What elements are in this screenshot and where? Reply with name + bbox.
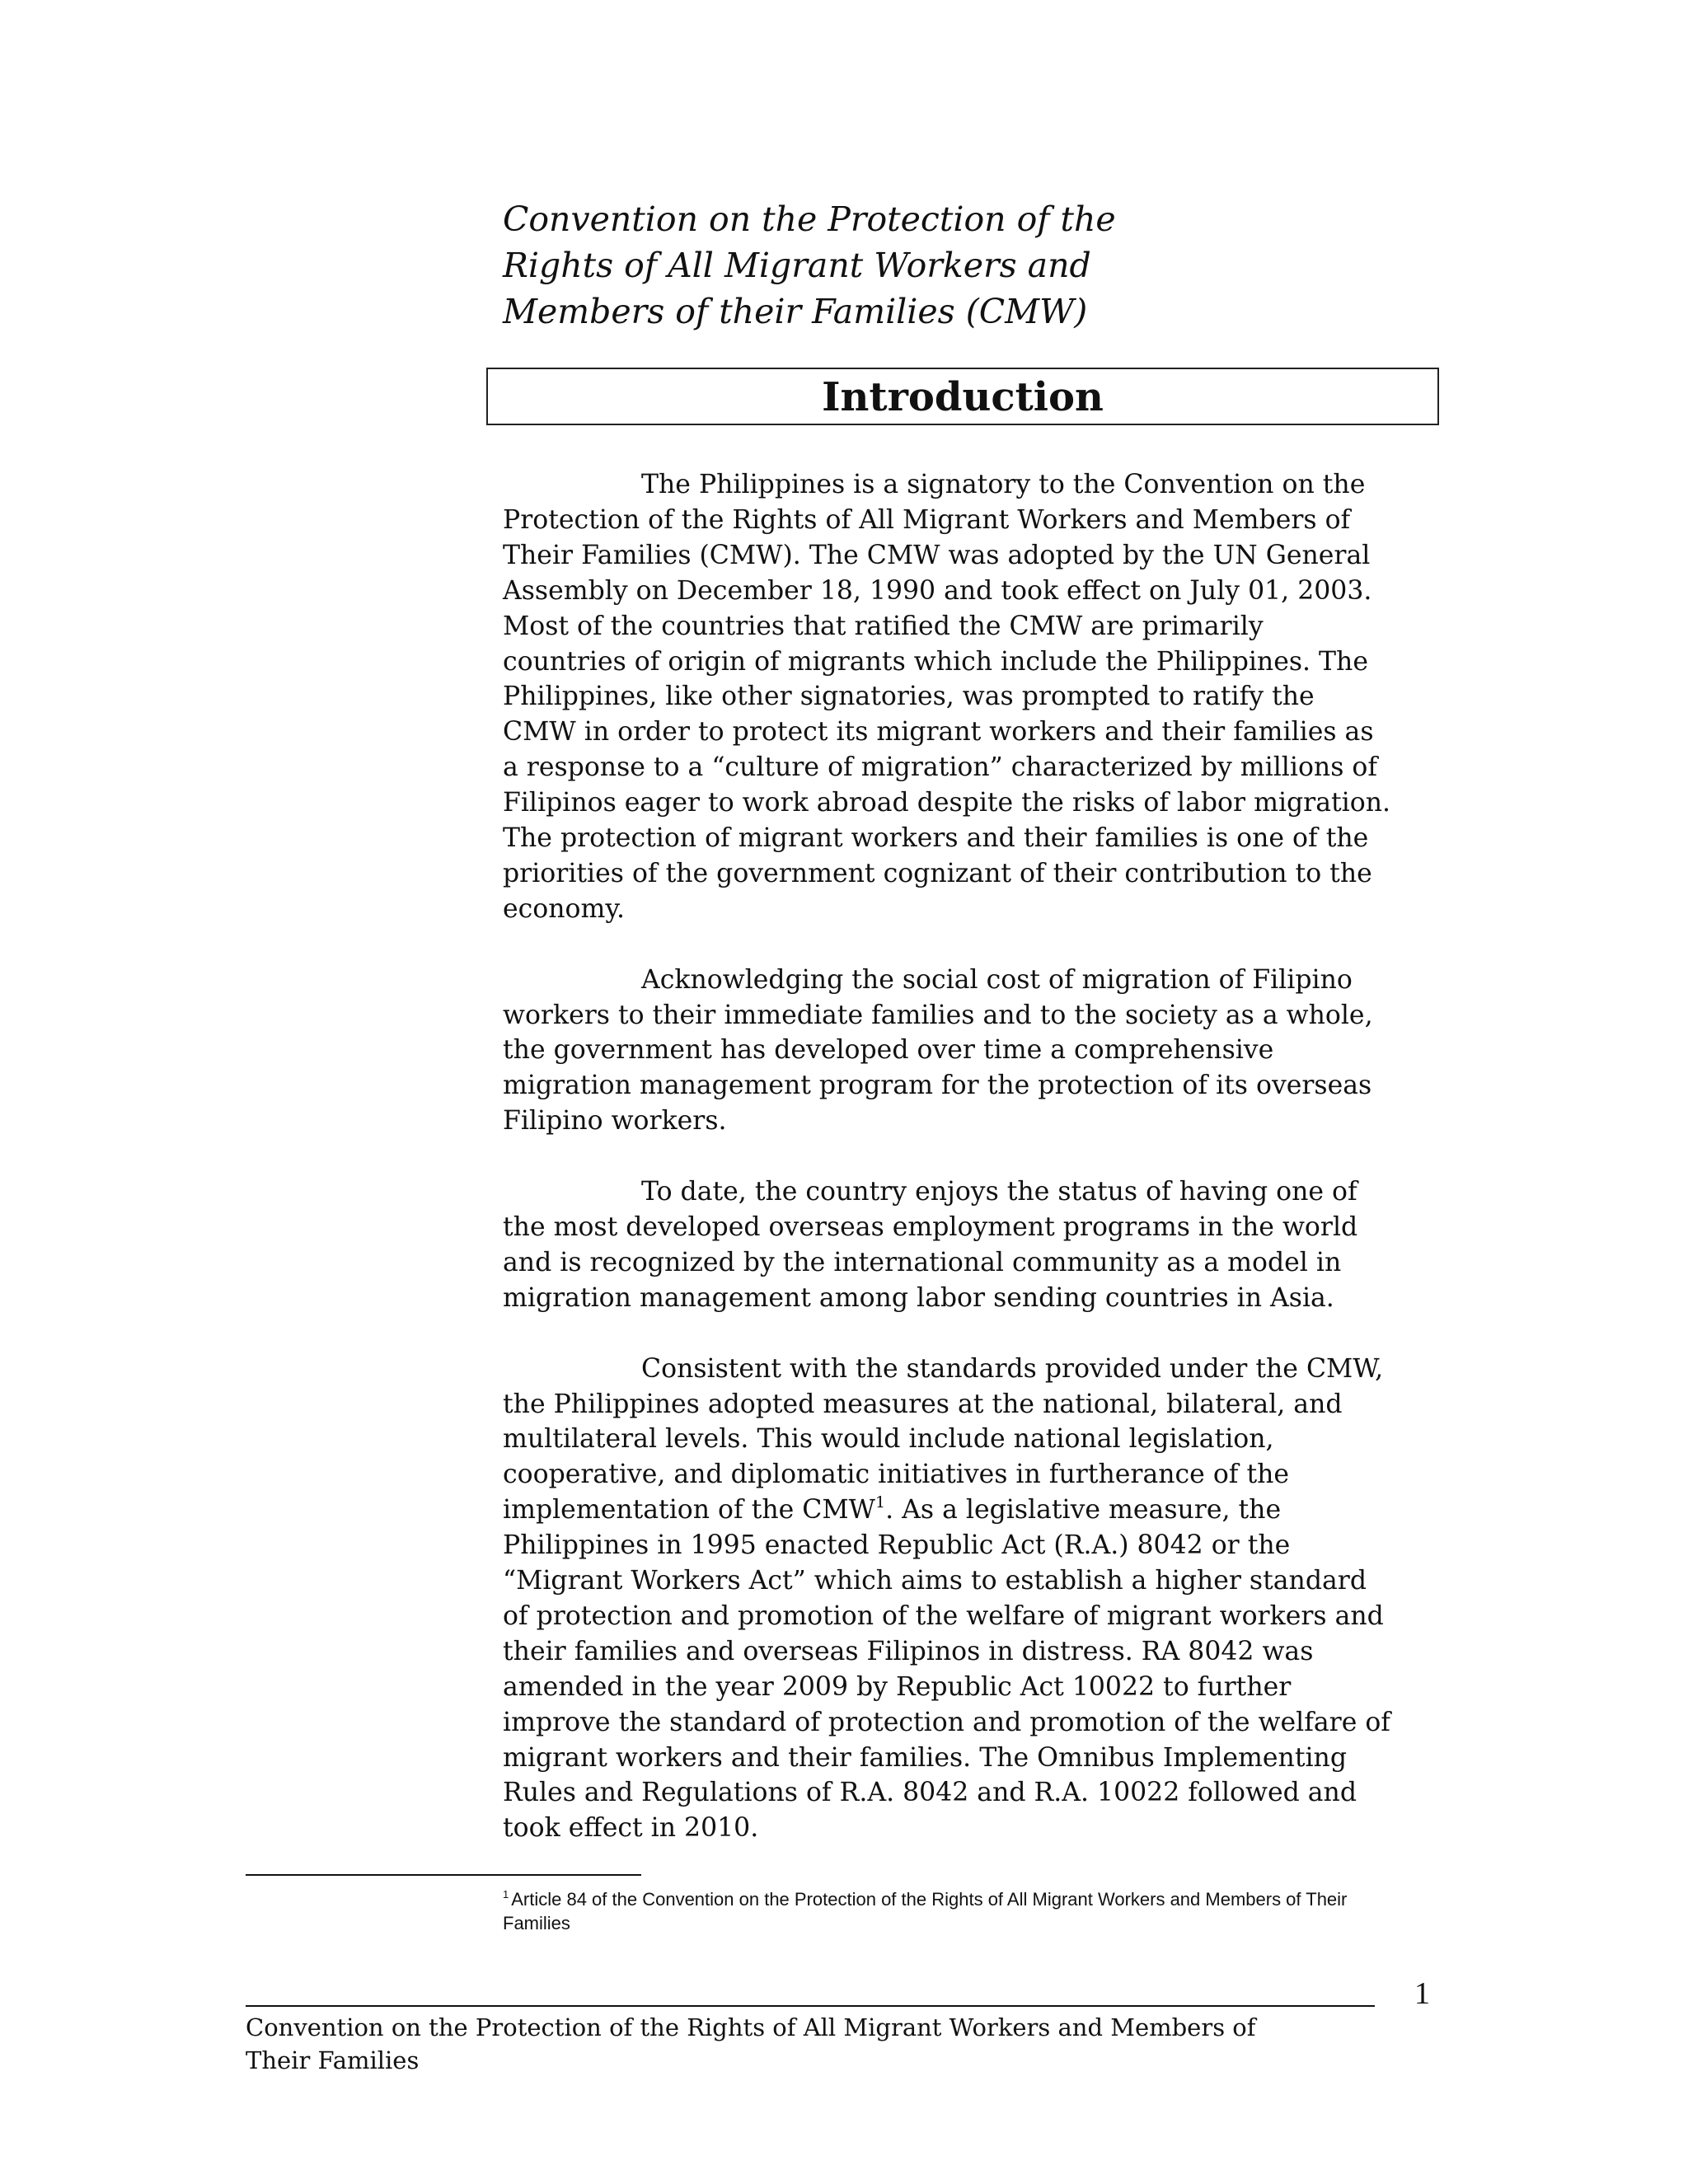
document-title-line-3: Members of their Families (CMW) — [503, 292, 1088, 331]
footnote-text: Article 84 of the Convention on the Protection of the Rights of All Migrant Workers and Members of Their Families — [503, 1889, 1348, 1933]
section-heading-box — [486, 368, 1439, 425]
page-footer: Convention on the Protection of the Rights of All Migrant Workers and Members of Their Families — [246, 2013, 1256, 2074]
paragraph-4-text-start: Consistent with the standards provided under the CMW, the Philippines adopted measures at the national, bilateral, and multilateral levels. This would include national legislation, cooperative, and diplomatic initiatives in furtherance of the implementation of the CMW — [503, 1353, 1384, 1526]
section-heading: Introduction — [822, 374, 1104, 420]
document-title-line-2: Rights of All Migrant Workers and — [503, 246, 1091, 285]
paragraph-1: The Philippines is a signatory to the Convention on the Protection of the Rights of All Migrant Workers and Members of Their Families (CMW). The CMW was adopted by the UN General Assembly on December 18, 1990 and took effect on July 01, 2003. Most of the countries that ratified the CMW are primarily countries of origin of migrants which include the Philippines. The Philippines, like other signatories, was prompted to ratify the CMW in order to protect its migrant workers and their families as a response to a “culture of migration” characterized by millions of Filipinos eager to work abroad despite the risks of labor migration. The protection of migrant workers and their families is one of the priorities of the government cognizant of their contribution to the economy. — [503, 470, 1391, 924]
footnote-mark: 1 — [503, 1888, 509, 1900]
page-number: 1 — [1414, 1976, 1430, 2011]
document-title — [503, 196, 1245, 335]
footnote-reference[interactable]: 1 — [875, 1493, 886, 1512]
body-text — [503, 467, 1393, 1882]
document-title-line-1: Convention on the Protection of the — [503, 199, 1116, 239]
paragraph-2: Acknowledging the social cost of migration of Filipino workers to their immediate families and to the society as a whole, the government has developed over time a comprehensive migration management program for the protection of its overseas Filipino workers. — [503, 964, 1373, 1137]
paragraph-3: To date, the country enjoys the status of having one of the most developed overseas employment programs in the world and is recognized by the international community as a model in migration management among labor sending countries in Asia. — [503, 1177, 1358, 1313]
paragraph-4 — [503, 1352, 1393, 1847]
footer-rule — [246, 2005, 1375, 2007]
paragraph-4-text-end: . As a legislative measure, the Philippines in 1995 enacted Republic Act (R.A.) 8042 or the “Migrant Workers Act” which aims to establish a higher standard of protection and promotion of the welfare of migrant workers and their families and overseas Filipinos in distress. RA 8042 was amended in the year 2009 by Republic Act 10022 to further improve the standard of protection and promotion of the welfare of migrant workers and their families. The Omnibus Implementing Rules and Regulations of R.A. 8042 and R.A. 10022 followed and took effect in 2010. — [503, 1495, 1390, 1844]
footnote-separator — [246, 1874, 641, 1876]
footnote — [503, 1887, 1409, 1935]
